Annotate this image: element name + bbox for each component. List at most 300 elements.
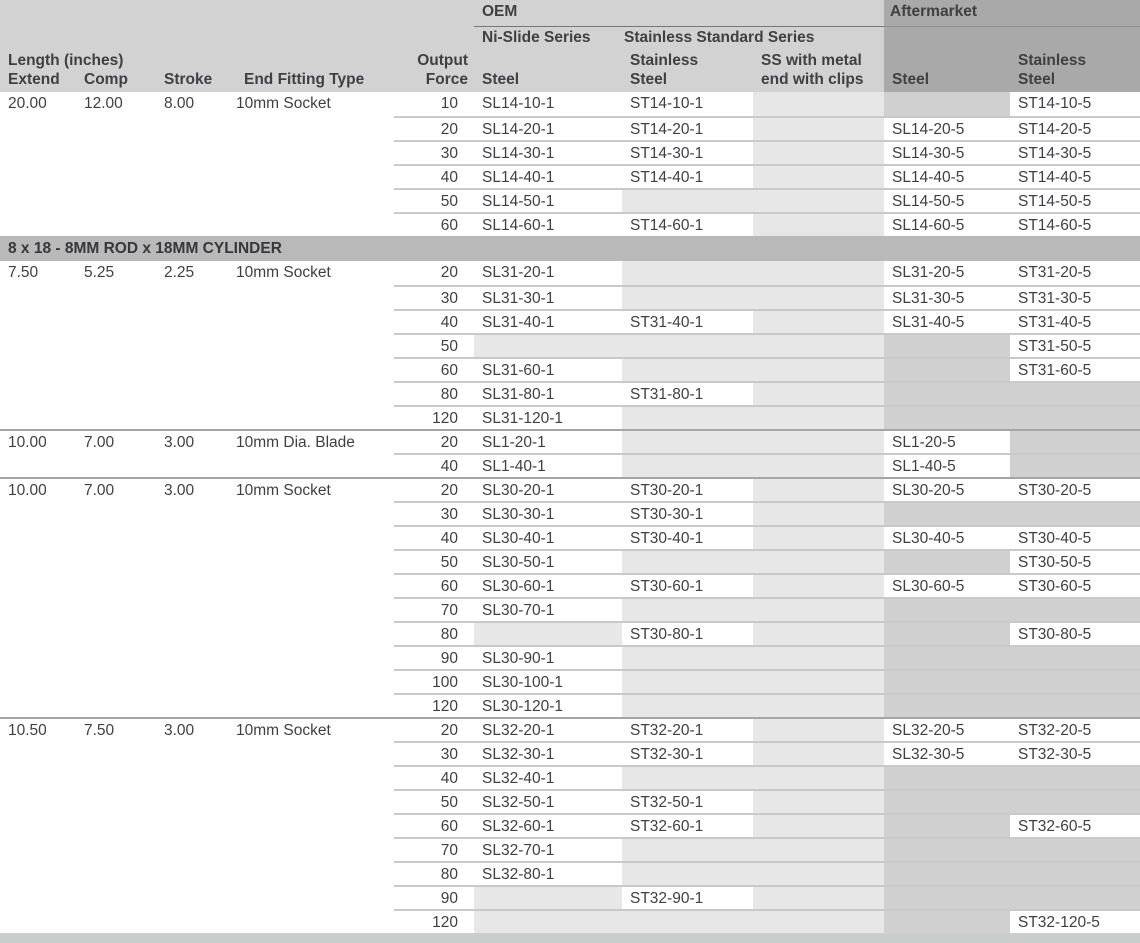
extend-cell (0, 885, 84, 909)
aftermarket-stainless-part-cell (1010, 597, 1140, 621)
oem-steel-part-cell: SL30-30-1 (474, 501, 622, 525)
comp-cell (84, 140, 164, 164)
stroke-cell (164, 549, 236, 573)
ss-metal-clips-part-cell (753, 309, 884, 333)
aftermarket-stainless-part-cell: ST30-60-5 (1010, 573, 1140, 597)
output-force-cell: 80 (394, 381, 474, 405)
output-force-cell: 70 (394, 597, 474, 621)
aftermarket-stainless-part-cell: ST30-40-5 (1010, 525, 1140, 549)
oem-steel-part-cell: SL31-120-1 (474, 405, 622, 429)
aftermarket-steel-part-cell (884, 645, 1010, 669)
oem-stainless-part-cell: ST32-60-1 (622, 813, 753, 837)
ss-metal-clips-part-cell (753, 597, 884, 621)
oem-steel-part-cell (474, 333, 622, 357)
comp-cell (84, 525, 164, 549)
oem-stainless-part-cell: ST14-40-1 (622, 164, 753, 188)
aftermarket-steel-part-cell (884, 357, 1010, 381)
end-fitting-cell (236, 741, 394, 765)
ss-metal-clips-part-cell (753, 477, 884, 501)
output-force-cell: 20 (394, 429, 474, 453)
comp-cell: 5.25 (84, 261, 164, 285)
end-fitting-cell (236, 164, 394, 188)
ss-metal-clips-part-cell (753, 741, 884, 765)
aftermarket-stainless-part-cell: ST30-50-5 (1010, 549, 1140, 573)
aftermarket-stainless-part-cell (1010, 381, 1140, 405)
comp-cell (84, 501, 164, 525)
oem-steel-part-cell: SL31-80-1 (474, 381, 622, 405)
header-group-oem: OEM (474, 0, 884, 27)
ss-metal-clips-part-cell (753, 405, 884, 429)
output-force-cell: 30 (394, 501, 474, 525)
oem-stainless-part-cell: ST14-10-1 (622, 92, 753, 116)
aftermarket-steel-part-cell (884, 789, 1010, 813)
aftermarket-steel-part-cell: SL1-20-5 (884, 429, 1010, 453)
aftermarket-stainless-part-cell: ST14-50-5 (1010, 188, 1140, 212)
aftermarket-stainless-part-cell (1010, 861, 1140, 885)
oem-stainless-part-cell: ST14-30-1 (622, 140, 753, 164)
ss-metal-clips-part-cell (753, 501, 884, 525)
comp-cell (84, 309, 164, 333)
oem-steel-part-cell: SL30-20-1 (474, 477, 622, 501)
stroke-cell (164, 285, 236, 309)
aftermarket-stainless-part-cell (1010, 693, 1140, 717)
ss-metal-clips-part-cell (753, 645, 884, 669)
output-force-cell: 120 (394, 693, 474, 717)
ss-metal-clips-part-cell (753, 861, 884, 885)
comp-cell (84, 789, 164, 813)
oem-steel-part-cell: SL30-40-1 (474, 525, 622, 549)
output-force-cell: 80 (394, 621, 474, 645)
comp-cell: 12.00 (84, 92, 164, 116)
oem-steel-part-cell (474, 909, 622, 933)
output-force-cell: 30 (394, 140, 474, 164)
oem-stainless-part-cell (622, 909, 753, 933)
header-series-stainless-standard: Stainless Standard Series (622, 27, 884, 50)
comp-cell: 7.00 (84, 429, 164, 453)
output-force-cell: 40 (394, 765, 474, 789)
header-length-block (0, 50, 236, 92)
oem-stainless-part-cell (622, 765, 753, 789)
end-fitting-cell (236, 573, 394, 597)
comp-cell (84, 693, 164, 717)
oem-steel-part-cell: SL30-50-1 (474, 549, 622, 573)
comp-cell (84, 669, 164, 693)
output-force-cell: 60 (394, 357, 474, 381)
end-fitting-cell (236, 597, 394, 621)
ss-metal-clips-part-cell (753, 212, 884, 236)
output-force-cell: 40 (394, 453, 474, 477)
oem-stainless-part-cell: ST32-20-1 (622, 717, 753, 741)
ss-metal-clips-part-cell (753, 885, 884, 909)
output-force-cell: 120 (394, 909, 474, 933)
oem-steel-part-cell: SL14-30-1 (474, 140, 622, 164)
oem-steel-part-cell: SL32-30-1 (474, 741, 622, 765)
aftermarket-stainless-part-cell: ST32-120-5 (1010, 909, 1140, 933)
end-fitting-cell (236, 188, 394, 212)
stroke-cell (164, 789, 236, 813)
aftermarket-stainless-part-cell (1010, 885, 1140, 909)
ss-metal-clips-part-cell (753, 381, 884, 405)
output-force-cell: 20 (394, 717, 474, 741)
ss-metal-clips-part-cell (753, 621, 884, 645)
extend-cell (0, 285, 84, 309)
ss-metal-clips-part-cell (753, 837, 884, 861)
aftermarket-steel-part-cell: SL31-20-5 (884, 261, 1010, 285)
extend-cell (0, 333, 84, 357)
stroke-cell (164, 909, 236, 933)
output-force-cell: 100 (394, 669, 474, 693)
aftermarket-steel-part-cell (884, 909, 1010, 933)
oem-steel-part-cell: SL31-60-1 (474, 357, 622, 381)
aftermarket-steel-part-cell (884, 885, 1010, 909)
aftermarket-stainless-part-cell: ST31-40-5 (1010, 309, 1140, 333)
end-fitting-cell (236, 309, 394, 333)
ss-metal-clips-part-cell (753, 285, 884, 309)
output-line: Output (417, 52, 468, 69)
oem-steel-part-cell: SL30-70-1 (474, 597, 622, 621)
column-header-oem-steel: Steel (474, 50, 622, 92)
stroke-cell (164, 621, 236, 645)
output-force-cell: 70 (394, 837, 474, 861)
oem-steel-part-cell: SL32-20-1 (474, 717, 622, 741)
oem-steel-part-cell: SL30-60-1 (474, 573, 622, 597)
oem-steel-part-cell (474, 621, 622, 645)
extend-cell (0, 813, 84, 837)
stroke-cell (164, 669, 236, 693)
end-fitting-cell (236, 501, 394, 525)
end-fitting-cell: 10mm Socket (236, 92, 394, 116)
aftermarket-steel-part-cell: SL14-50-5 (884, 188, 1010, 212)
stroke-cell (164, 309, 236, 333)
stroke-cell (164, 116, 236, 140)
end-fitting-cell (236, 116, 394, 140)
aftermarket-steel-part-cell: SL30-60-5 (884, 573, 1010, 597)
extend-cell (0, 357, 84, 381)
end-fitting-cell (236, 212, 394, 236)
aftermarket-stainless-part-cell: ST14-20-5 (1010, 116, 1140, 140)
end-fitting-cell: 10mm Dia. Blade (236, 429, 394, 453)
oem-stainless-part-cell (622, 861, 753, 885)
oem-stainless-part-cell: ST31-80-1 (622, 381, 753, 405)
aftermarket-steel-part-cell: SL31-30-5 (884, 285, 1010, 309)
ss-metal-clips-part-cell (753, 549, 884, 573)
comp-cell (84, 621, 164, 645)
stroke-cell (164, 140, 236, 164)
end-fitting-cell (236, 837, 394, 861)
aftermarket-steel-part-cell: SL14-30-5 (884, 140, 1010, 164)
oem-steel-part-cell: SL31-30-1 (474, 285, 622, 309)
extend-cell (0, 309, 84, 333)
stroke-cell (164, 405, 236, 429)
stroke-cell (164, 357, 236, 381)
output-force-cell: 20 (394, 261, 474, 285)
oem-steel-part-cell: SL14-20-1 (474, 116, 622, 140)
stroke-cell (164, 765, 236, 789)
comp-cell (84, 813, 164, 837)
comp-cell (84, 188, 164, 212)
header-group-aftermarket: Aftermarket (884, 0, 1140, 27)
end-fitting-cell (236, 549, 394, 573)
stroke-cell (164, 525, 236, 549)
stroke-cell (164, 164, 236, 188)
end-fitting-cell (236, 405, 394, 429)
output-force-cell: 60 (394, 813, 474, 837)
extend-cell (0, 453, 84, 477)
output-force-cell: 30 (394, 285, 474, 309)
aftermarket-stainless-part-cell (1010, 765, 1140, 789)
column-header-end-fitting: End Fitting Type (236, 50, 394, 92)
end-fitting-cell (236, 789, 394, 813)
comp-cell (84, 741, 164, 765)
extend-cell (0, 573, 84, 597)
extend-cell (0, 188, 84, 212)
aftermarket-stainless-part-cell: ST14-10-5 (1010, 92, 1140, 116)
extend-cell (0, 669, 84, 693)
extend-cell (0, 405, 84, 429)
aftermarket-stainless-part-cell (1010, 789, 1140, 813)
oem-stainless-part-cell: ST32-90-1 (622, 885, 753, 909)
oem-steel-part-cell: SL30-90-1 (474, 645, 622, 669)
aftermarket-stainless-part-cell: ST14-30-5 (1010, 140, 1140, 164)
oem-stainless-part-cell: ST30-80-1 (622, 621, 753, 645)
comp-cell (84, 285, 164, 309)
comp-cell (84, 453, 164, 477)
extend-cell (0, 164, 84, 188)
section-header-band: 8 x 18 - 8MM ROD x 18MM CYLINDER (0, 236, 1140, 261)
oem-stainless-part-cell (622, 597, 753, 621)
output-force-cell: 60 (394, 573, 474, 597)
oem-steel-part-cell: SL14-10-1 (474, 92, 622, 116)
column-header-ss-metal-clips: SS with metal end with clips (753, 50, 884, 92)
oem-stainless-part-cell: ST30-40-1 (622, 525, 753, 549)
extend-cell: 10.00 (0, 477, 84, 501)
oem-stainless-part-cell: ST31-40-1 (622, 309, 753, 333)
end-fitting-cell (236, 333, 394, 357)
aftermarket-steel-part-cell: SL14-60-5 (884, 212, 1010, 236)
aftermarket-steel-part-cell (884, 765, 1010, 789)
ss-metal-clips-part-cell (753, 164, 884, 188)
stroke-cell (164, 861, 236, 885)
oem-steel-part-cell: SL32-50-1 (474, 789, 622, 813)
aftermarket-stainless-part-cell: ST32-60-5 (1010, 813, 1140, 837)
stroke-cell (164, 741, 236, 765)
aftermarket-stainless-part-cell: ST32-30-5 (1010, 741, 1140, 765)
extend-cell (0, 525, 84, 549)
stroke-cell (164, 885, 236, 909)
oem-stainless-part-cell (622, 669, 753, 693)
stroke-cell (164, 333, 236, 357)
oem-steel-part-cell: SL30-120-1 (474, 693, 622, 717)
table-header (0, 0, 1140, 92)
output-force-cell: 90 (394, 885, 474, 909)
oem-stainless-part-cell (622, 837, 753, 861)
ss-metal-clips-part-cell (753, 573, 884, 597)
oem-stainless-part-cell (622, 453, 753, 477)
output-force-cell: 50 (394, 333, 474, 357)
end-fitting-cell (236, 693, 394, 717)
end-fitting-cell (236, 861, 394, 885)
aftermarket-stainless-part-cell: ST14-40-5 (1010, 164, 1140, 188)
aftermarket-steel-part-cell: SL14-20-5 (884, 116, 1010, 140)
comp-cell (84, 573, 164, 597)
aftermarket-stainless-part-cell: ST30-20-5 (1010, 477, 1140, 501)
end-fitting-cell (236, 909, 394, 933)
aftermarket-steel-part-cell: SL32-30-5 (884, 741, 1010, 765)
aftermarket-steel-part-cell: SL32-20-5 (884, 717, 1010, 741)
force-line: Force (425, 71, 468, 88)
extend-cell: 10.50 (0, 717, 84, 741)
oem-stainless-part-cell: ST32-50-1 (622, 789, 753, 813)
extend-cell (0, 621, 84, 645)
extend-cell (0, 501, 84, 525)
oem-stainless-part-cell (622, 188, 753, 212)
stroke-cell (164, 453, 236, 477)
stroke-cell (164, 837, 236, 861)
end-fitting-cell (236, 285, 394, 309)
output-force-cell: 40 (394, 525, 474, 549)
ss-metal-clips-part-cell (753, 789, 884, 813)
oem-stainless-part-cell: ST32-30-1 (622, 741, 753, 765)
comp-cell (84, 549, 164, 573)
oem-stainless-part-cell (622, 333, 753, 357)
extend-cell (0, 212, 84, 236)
oem-stainless-part-cell (622, 429, 753, 453)
extend-cell (0, 693, 84, 717)
stroke-cell (164, 212, 236, 236)
comp-cell (84, 909, 164, 933)
oem-steel-part-cell: SL32-80-1 (474, 861, 622, 885)
ss-metal-clips-part-cell (753, 261, 884, 285)
stroke-cell: 3.00 (164, 477, 236, 501)
ss-metal-clips-part-cell (753, 525, 884, 549)
end-fitting-cell (236, 765, 394, 789)
stroke-cell: 3.00 (164, 429, 236, 453)
aftermarket-steel-part-cell (884, 501, 1010, 525)
end-fitting-cell (236, 525, 394, 549)
ss-metal-clips-part-cell (753, 693, 884, 717)
aftermarket-stainless-part-cell (1010, 429, 1140, 453)
stroke-cell (164, 501, 236, 525)
aftermarket-stainless-part-cell: ST31-20-5 (1010, 261, 1140, 285)
aftermarket-steel-part-cell (884, 837, 1010, 861)
table-body (0, 92, 1140, 933)
comp-cell (84, 333, 164, 357)
comp-cell (84, 885, 164, 909)
comp-cell (84, 861, 164, 885)
aftermarket-stainless-part-cell (1010, 453, 1140, 477)
output-force-cell: 20 (394, 477, 474, 501)
end-fitting-cell (236, 357, 394, 381)
aftermarket-steel-part-cell (884, 549, 1010, 573)
column-header-extend: Extend (8, 71, 60, 88)
extend-cell (0, 381, 84, 405)
header-mid-left-band (0, 27, 474, 50)
extend-cell (0, 765, 84, 789)
output-force-cell: 60 (394, 212, 474, 236)
aftermarket-stainless-part-cell (1010, 405, 1140, 429)
ss-metal-clips-part-cell (753, 813, 884, 837)
output-force-cell: 20 (394, 116, 474, 140)
oem-stainless-part-cell (622, 405, 753, 429)
oem-stainless-part-cell (622, 693, 753, 717)
aftermarket-steel-part-cell (884, 333, 1010, 357)
oem-steel-part-cell: SL31-40-1 (474, 309, 622, 333)
stroke-cell (164, 693, 236, 717)
aftermarket-stainless-part-cell (1010, 837, 1140, 861)
oem-stainless-part-cell (622, 357, 753, 381)
aftermarket-steel-part-cell: SL30-20-5 (884, 477, 1010, 501)
output-force-cell: 40 (394, 309, 474, 333)
extend-cell: 7.50 (0, 261, 84, 285)
aftermarket-stainless-part-cell (1010, 669, 1140, 693)
oem-steel-part-cell: SL14-40-1 (474, 164, 622, 188)
aftermarket-steel-part-cell (884, 813, 1010, 837)
aftermarket-stainless-part-cell: ST32-20-5 (1010, 717, 1140, 741)
extend-cell: 10.00 (0, 429, 84, 453)
extend-cell (0, 861, 84, 885)
aftermarket-steel-part-cell: SL14-40-5 (884, 164, 1010, 188)
extend-cell: 20.00 (0, 92, 84, 116)
ss-metal-clips-part-cell (753, 429, 884, 453)
oem-stainless-part-cell: ST30-60-1 (622, 573, 753, 597)
aftermarket-steel-part-cell (884, 669, 1010, 693)
end-fitting-cell (236, 645, 394, 669)
end-fitting-cell: 10mm Socket (236, 261, 394, 285)
comp-cell (84, 164, 164, 188)
comp-cell (84, 765, 164, 789)
oem-steel-part-cell: SL14-50-1 (474, 188, 622, 212)
ss-metal-clips-part-cell (753, 92, 884, 116)
stroke-cell (164, 813, 236, 837)
output-force-cell: 50 (394, 188, 474, 212)
aftermarket-steel-part-cell (884, 405, 1010, 429)
output-force-cell: 80 (394, 861, 474, 885)
header-mid-aftermarket-band (884, 27, 1140, 50)
aftermarket-steel-part-cell (884, 693, 1010, 717)
comp-cell: 7.00 (84, 477, 164, 501)
ss-metal-clips-part-cell (753, 333, 884, 357)
ss-metal-clips-part-cell (753, 140, 884, 164)
output-force-cell: 50 (394, 789, 474, 813)
extend-cell (0, 837, 84, 861)
column-header-oem-stainless-steel: Stainless Steel (622, 50, 753, 92)
aftermarket-stainless-part-cell (1010, 501, 1140, 525)
comp-cell (84, 837, 164, 861)
output-force-cell: 90 (394, 645, 474, 669)
oem-stainless-part-cell: ST14-20-1 (622, 116, 753, 140)
oem-stainless-part-cell: ST30-20-1 (622, 477, 753, 501)
aftermarket-stainless-part-cell (1010, 645, 1140, 669)
output-force-cell: 10 (394, 92, 474, 116)
extend-cell (0, 909, 84, 933)
extend-cell (0, 116, 84, 140)
aftermarket-stainless-part-cell: ST31-60-5 (1010, 357, 1140, 381)
oem-steel-part-cell (474, 885, 622, 909)
oem-stainless-part-cell (622, 261, 753, 285)
column-header-output-force (394, 50, 474, 92)
extend-cell (0, 140, 84, 164)
aftermarket-steel-part-cell (884, 621, 1010, 645)
output-force-cell: 50 (394, 549, 474, 573)
aftermarket-steel-part-cell (884, 381, 1010, 405)
bottom-section-band (0, 933, 1140, 943)
output-force-cell: 120 (394, 405, 474, 429)
column-header-aftermarket-steel: Steel (884, 50, 1010, 92)
comp-cell (84, 381, 164, 405)
column-header-aftermarket-stainless-steel: Stainless Steel (1010, 50, 1140, 92)
end-fitting-cell (236, 621, 394, 645)
end-fitting-cell (236, 669, 394, 693)
